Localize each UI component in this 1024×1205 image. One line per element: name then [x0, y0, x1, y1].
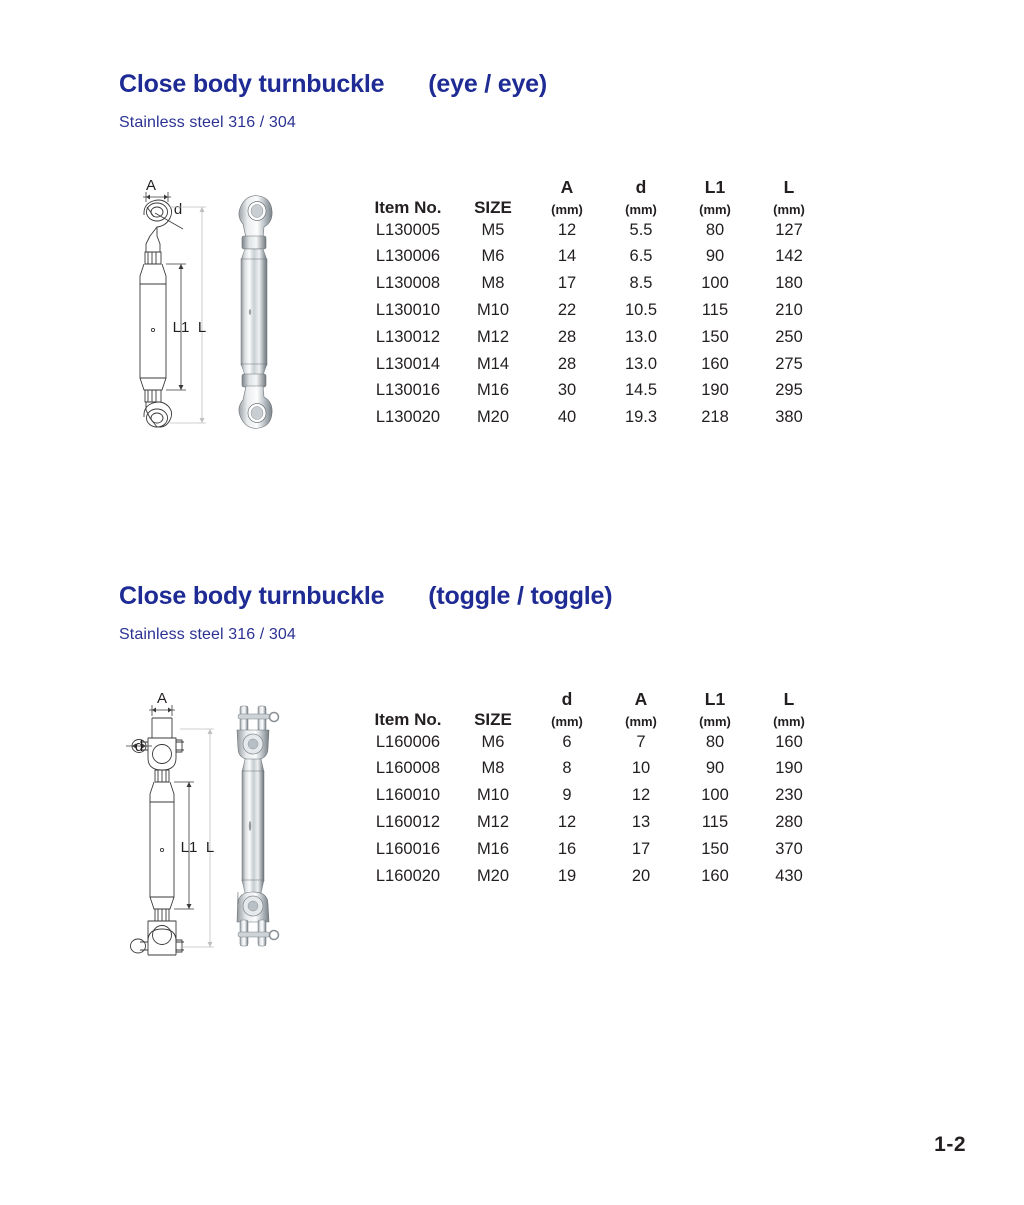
- table-cell-item: L130010: [375, 300, 441, 319]
- table-row: [356, 270, 826, 297]
- table-cell-d: 6: [562, 732, 572, 751]
- dim-label-l: L: [197, 319, 207, 336]
- table-cell-l1: 90: [705, 247, 725, 266]
- table-cell-l1: 100: [701, 786, 729, 805]
- spec-table-toggle-toggle: [356, 690, 826, 889]
- table-cell-l1: 160: [701, 866, 729, 885]
- column-header-l1: L1 (mm): [699, 177, 731, 218]
- turnbuckle-toggle-toggle-technical-drawing: [110, 692, 220, 972]
- table-cell-l: 210: [775, 300, 803, 319]
- dim-label-l: L: [205, 839, 215, 856]
- table-cell-l1: 80: [705, 732, 725, 751]
- table-cell-item: L130012: [375, 327, 441, 346]
- column-header-item-no: Item No.: [374, 197, 442, 217]
- table-cell-size: M10: [476, 786, 510, 805]
- dim-label-a: A: [145, 180, 157, 194]
- table-cell-d: 14.5: [624, 381, 658, 400]
- table-cell-size: M20: [476, 866, 510, 885]
- table-cell-size: M14: [476, 354, 510, 373]
- table-cell-a: 12: [557, 220, 577, 239]
- heading-material: Stainless steel 316 / 304: [119, 626, 296, 643]
- column-header-l: L (mm): [773, 689, 805, 730]
- spec-table-header: [356, 178, 826, 216]
- table-cell-d: 6.5: [629, 247, 653, 266]
- table-cell-size: M5: [481, 220, 505, 239]
- table-cell-l1: 160: [701, 354, 729, 373]
- table-cell-d: 5.5: [629, 220, 653, 239]
- figure-area-toggle-toggle: [110, 692, 330, 972]
- table-cell-d: 10.5: [624, 300, 658, 319]
- table-row: [356, 377, 826, 404]
- table-cell-l: 380: [775, 408, 803, 427]
- figure-area-eye-eye: [110, 180, 330, 460]
- column-header-a: A (mm): [551, 177, 583, 218]
- table-cell-l1: 218: [701, 408, 729, 427]
- table-cell-d: 19.3: [624, 408, 658, 427]
- table-cell-d: 9: [562, 786, 572, 805]
- table-cell-a: 13: [631, 812, 651, 831]
- column-header-l1: L1 (mm): [699, 689, 731, 730]
- table-cell-size: M16: [476, 381, 510, 400]
- table-cell-size: M10: [476, 300, 510, 319]
- table-cell-l: 250: [775, 327, 803, 346]
- section-heading: [119, 70, 547, 99]
- heading-product-name: Close body turnbuckle: [119, 582, 385, 610]
- table-cell-d: 19: [557, 866, 577, 885]
- table-cell-item: L130020: [375, 408, 441, 427]
- table-row: [356, 836, 826, 863]
- table-row: [356, 404, 826, 431]
- table-cell-a: 10: [631, 759, 651, 778]
- table-cell-l: 275: [775, 354, 803, 373]
- table-cell-item: L130016: [375, 381, 441, 400]
- column-header-size: SIZE: [474, 197, 512, 217]
- table-cell-d: 16: [557, 839, 577, 858]
- dim-label-a: A: [156, 692, 168, 707]
- dim-label-d: d: [173, 201, 183, 218]
- table-cell-d: 13.0: [624, 354, 658, 373]
- table-cell-a: 12: [631, 786, 651, 805]
- table-cell-d: 12: [557, 812, 577, 831]
- column-header-d: d (mm): [551, 689, 583, 730]
- table-cell-a: 28: [557, 354, 577, 373]
- heading-material: Stainless steel 316 / 304: [119, 114, 296, 131]
- table-cell-d: 8: [562, 759, 572, 778]
- table-cell-size: M20: [476, 408, 510, 427]
- table-row: [356, 755, 826, 782]
- turnbuckle-eye-eye-technical-drawing: [110, 180, 215, 450]
- spec-table-header: [356, 690, 826, 728]
- table-cell-a: 20: [631, 866, 651, 885]
- table-row: [356, 216, 826, 243]
- table-cell-l1: 100: [701, 274, 729, 293]
- table-row: [356, 862, 826, 889]
- table-cell-l1: 115: [701, 300, 729, 319]
- table-cell-a: 40: [557, 408, 577, 427]
- table-cell-l: 295: [775, 381, 803, 400]
- table-cell-l1: 190: [701, 381, 729, 400]
- table-cell-item: L160008: [375, 759, 441, 778]
- spec-table-eye-eye: [356, 178, 826, 431]
- table-cell-size: M12: [476, 327, 510, 346]
- dim-label-l1: L1: [180, 839, 198, 856]
- table-cell-d: 13.0: [624, 327, 658, 346]
- table-cell-a: 22: [557, 300, 577, 319]
- table-cell-l: 160: [775, 732, 803, 751]
- section-heading: [119, 582, 612, 611]
- dim-label-l1: L1: [172, 319, 190, 336]
- table-cell-a: 7: [636, 732, 646, 751]
- table-cell-l1: 80: [705, 220, 725, 239]
- table-cell-l: 190: [775, 759, 803, 778]
- table-cell-d: 8.5: [629, 274, 653, 293]
- column-header-size: SIZE: [474, 709, 512, 729]
- page-number: 1-2: [934, 1133, 966, 1156]
- heading-product-name: Close body turnbuckle: [119, 70, 385, 98]
- table-cell-item: L160006: [375, 732, 441, 751]
- table-row: [356, 297, 826, 324]
- table-cell-l: 180: [775, 274, 803, 293]
- table-cell-item: L160020: [375, 866, 441, 885]
- table-cell-l1: 150: [701, 327, 729, 346]
- table-cell-l1: 150: [701, 839, 729, 858]
- spec-table-body: [356, 728, 826, 889]
- table-row: [356, 809, 826, 836]
- table-cell-a: 17: [557, 274, 577, 293]
- table-cell-l: 230: [775, 786, 803, 805]
- table-cell-l: 280: [775, 812, 803, 831]
- table-cell-size: M12: [476, 812, 510, 831]
- table-cell-item: L160016: [375, 839, 441, 858]
- table-cell-item: L130008: [375, 274, 441, 293]
- column-header-d: d (mm): [625, 177, 657, 218]
- table-cell-size: M6: [481, 732, 505, 751]
- table-cell-a: 17: [631, 839, 651, 858]
- table-cell-l1: 90: [705, 759, 725, 778]
- turnbuckle-toggle-toggle-photo: [210, 692, 292, 965]
- table-row: [356, 782, 826, 809]
- heading-end-type: (eye / eye): [428, 70, 548, 98]
- table-cell-l: 370: [775, 839, 803, 858]
- turnbuckle-eye-eye-photo: [210, 180, 290, 445]
- table-row: [356, 728, 826, 755]
- table-cell-a: 28: [557, 327, 577, 346]
- table-cell-size: M6: [481, 247, 505, 266]
- table-cell-item: L130014: [375, 354, 441, 373]
- table-cell-l: 127: [775, 220, 803, 239]
- heading-end-type: (toggle / toggle): [428, 582, 613, 610]
- table-cell-a: 30: [557, 381, 577, 400]
- table-cell-size: M8: [481, 759, 505, 778]
- column-header-a: A (mm): [625, 689, 657, 730]
- table-cell-l1: 115: [701, 812, 729, 831]
- table-cell-item: L130006: [375, 247, 441, 266]
- column-header-item-no: Item No.: [374, 709, 442, 729]
- table-cell-l: 430: [775, 866, 803, 885]
- table-cell-l: 142: [775, 247, 803, 266]
- table-row: [356, 324, 826, 351]
- spec-table-body: [356, 216, 826, 430]
- column-header-l: L (mm): [773, 177, 805, 218]
- table-row: [356, 243, 826, 270]
- table-cell-size: M16: [476, 839, 510, 858]
- table-cell-size: M8: [481, 274, 505, 293]
- dim-label-d: d: [134, 738, 144, 755]
- table-row: [356, 350, 826, 377]
- table-cell-item: L130005: [375, 220, 441, 239]
- table-cell-item: L160010: [375, 786, 441, 805]
- table-cell-a: 14: [557, 247, 577, 266]
- table-cell-item: L160012: [375, 812, 441, 831]
